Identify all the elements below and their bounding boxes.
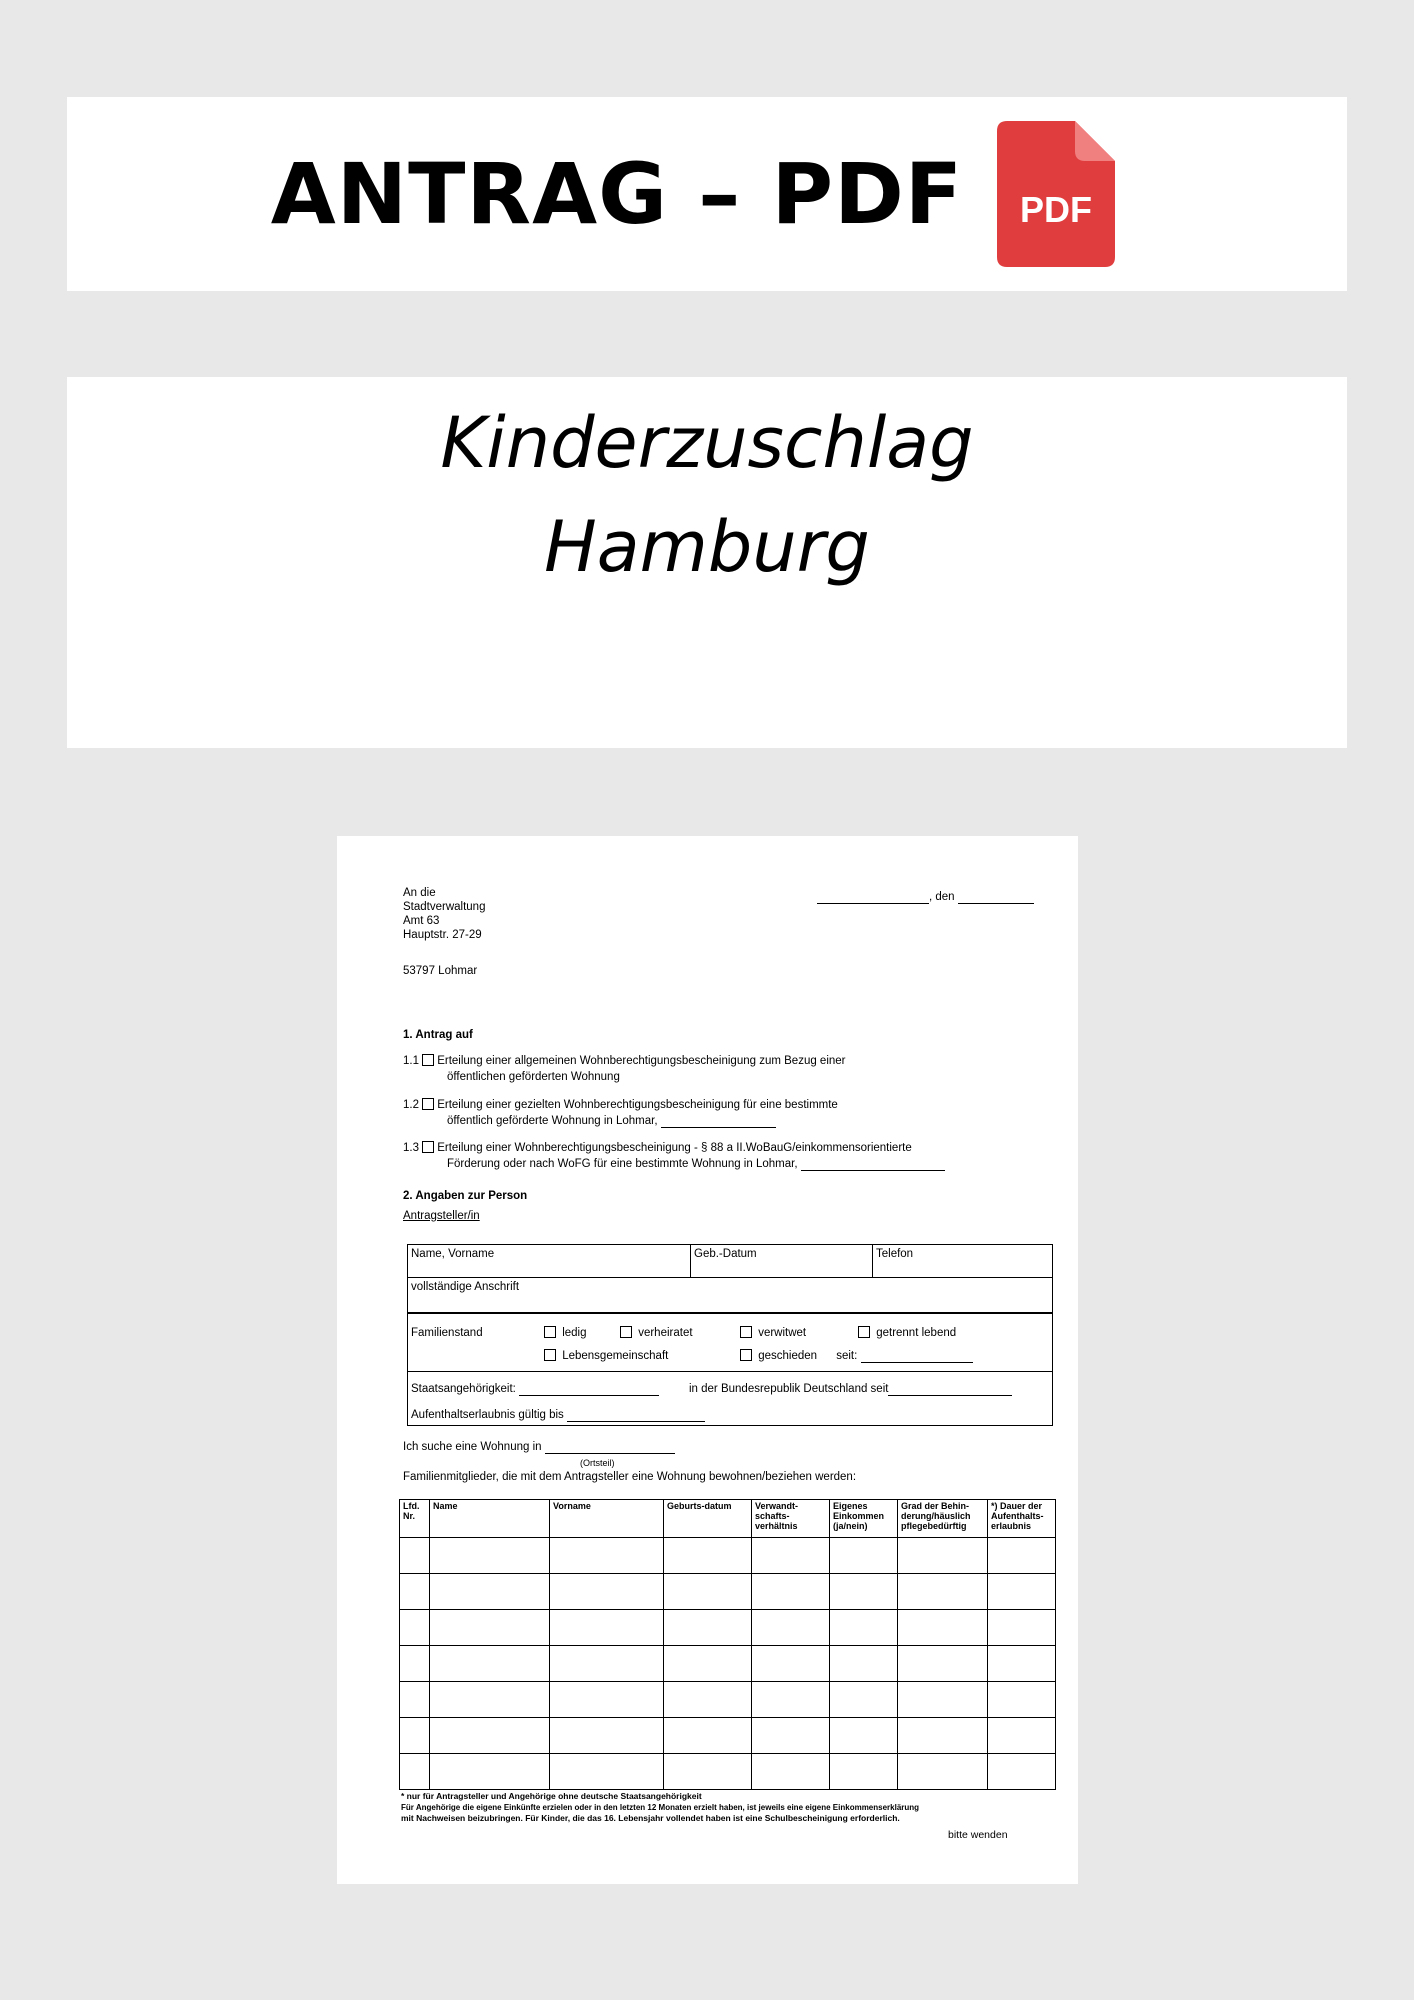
item-1-3 <box>403 1141 912 1155</box>
address-field[interactable]: vollständige Anschrift <box>411 1281 520 1293</box>
item-text: Förderung oder nach WoFG für eine bestimmte Wohnung in Lohmar, <box>447 1158 798 1170</box>
table-row[interactable] <box>400 1646 1056 1682</box>
divider <box>690 1244 691 1277</box>
item-text: öffentlich geförderte Wohnung in Lohmar, <box>447 1115 658 1127</box>
item-1-1 <box>403 1054 846 1068</box>
address-line: Hauptstr. 27-29 <box>403 929 482 941</box>
footnotes <box>401 1791 1061 1824</box>
address-line: An die <box>403 887 436 899</box>
checkbox[interactable] <box>544 1349 556 1361</box>
name-field[interactable]: Name, Vorname <box>411 1248 495 1260</box>
table-row[interactable] <box>400 1538 1056 1574</box>
column-header: Vorname <box>550 1500 664 1538</box>
postal-code: 53797 Lohmar <box>403 965 478 977</box>
subtitle-line-1: Kinderzuschlag <box>440 402 974 484</box>
address-line: Amt 63 <box>403 915 440 927</box>
option-ledig[interactable] <box>544 1326 587 1340</box>
option-label: geschieden <box>758 1350 818 1362</box>
date-line <box>817 890 1034 904</box>
table-row[interactable] <box>400 1610 1056 1646</box>
section-1-title: 1. Antrag auf <box>403 1029 473 1041</box>
item-number: 1.2 <box>403 1099 419 1111</box>
divider <box>407 1312 1053 1314</box>
footnote: Für Angehörige die eigene Einkünfte erzielen oder in den letzten 12 Monaten erzielt haben, ist jeweils eine eigene Einkommenserklärung <box>401 1803 920 1812</box>
pdf-file-icon <box>997 121 1115 267</box>
field-label: Aufenthaltserlaubnis gültig bis <box>411 1409 564 1421</box>
recipient-address <box>403 886 485 942</box>
subtitle-line-2: Hamburg <box>544 506 870 588</box>
item-text: Erteilung einer gezielten Wohnberechtigungsbescheinigung für eine bestimmte <box>437 1099 838 1111</box>
option-label: verwitwet <box>758 1327 807 1339</box>
table-row[interactable] <box>400 1754 1056 1790</box>
address-line: Stadtverwaltung <box>403 901 486 913</box>
option-label: ledig <box>562 1327 587 1339</box>
checkbox[interactable] <box>740 1349 752 1361</box>
ortsteil-label: (Ortsteil) <box>580 1458 615 1468</box>
field-label: in der Bundesrepublik Deutschland seit <box>689 1383 889 1395</box>
since-label: seit: <box>836 1350 858 1362</box>
option-verheiratet[interactable] <box>620 1326 693 1340</box>
divider <box>872 1244 873 1277</box>
column-header: Grad der Behin-derung/häuslich pflegebedürftig <box>898 1500 988 1538</box>
dob-field[interactable]: Geb.-Datum <box>694 1248 757 1260</box>
table-row[interactable] <box>400 1682 1056 1718</box>
item-1-1-line2: öffentlichen geförderten Wohnung <box>447 1071 620 1083</box>
pdf-icon-label: PDF <box>1020 189 1092 230</box>
footnote: * nur für Antragsteller und Angehörige ohne deutsche Staatsangehörigkeit <box>401 1791 702 1801</box>
option-label: getrennt lebend <box>876 1327 957 1339</box>
applicant-label: Antragsteller/in <box>403 1210 480 1222</box>
item-text: Erteilung einer allgemeinen Wohnberechtigungsbescheinigung zum Bezug einer <box>437 1055 846 1067</box>
section-2-title: 2. Angaben zur Person <box>403 1190 528 1202</box>
option-verwitwet[interactable] <box>740 1326 806 1340</box>
checkbox[interactable] <box>620 1326 632 1338</box>
item-number: 1.3 <box>403 1142 419 1154</box>
table-row[interactable] <box>400 1718 1056 1754</box>
checkbox[interactable] <box>544 1326 556 1338</box>
turn-page-note: bitte wenden <box>948 1829 1008 1841</box>
field-label: Ich suche eine Wohnung in <box>403 1441 542 1453</box>
item-number: 1.1 <box>403 1055 419 1067</box>
divider <box>407 1277 1053 1278</box>
item-text: Erteilung einer Wohnberechtigungsbescheinigung - § 88 a II.WoBauG/einkommensorientierte <box>437 1142 912 1154</box>
search-location[interactable] <box>403 1440 675 1454</box>
citizenship-field[interactable] <box>411 1382 659 1396</box>
column-header: Geburts-datum <box>664 1500 752 1538</box>
form-preview <box>337 836 1078 1884</box>
divider <box>407 1371 1053 1372</box>
column-header: Eigenes Einkommen (ja/nein) <box>830 1500 898 1538</box>
subtitle <box>67 391 1347 599</box>
item-1-3-line2 <box>447 1157 945 1171</box>
marital-status-label: Familienstand <box>411 1327 483 1339</box>
option-label: verheiratet <box>638 1327 693 1339</box>
table-header-row <box>400 1500 1056 1538</box>
checkbox[interactable] <box>422 1098 434 1110</box>
option-lebensgemeinschaft[interactable] <box>544 1349 668 1363</box>
item-1-2-line2 <box>447 1114 776 1128</box>
page-title: ANTRAG – PDF <box>270 145 964 243</box>
item-1-2 <box>403 1098 838 1112</box>
checkbox[interactable] <box>740 1326 752 1338</box>
checkbox[interactable] <box>422 1054 434 1066</box>
option-getrennt[interactable] <box>858 1326 956 1340</box>
option-label: Lebensgemeinschaft <box>562 1350 669 1362</box>
column-header: Lfd. Nr. <box>400 1500 430 1538</box>
title-banner <box>67 97 1347 291</box>
checkbox[interactable] <box>858 1326 870 1338</box>
column-header: Name <box>430 1500 550 1538</box>
phone-field[interactable]: Telefon <box>876 1248 914 1260</box>
checkbox[interactable] <box>422 1141 434 1153</box>
table-row[interactable] <box>400 1574 1056 1610</box>
field-label: Staatsangehörigkeit: <box>411 1383 516 1395</box>
family-label: Familienmitglieder, die mit dem Antragsteller eine Wohnung bewohnen/beziehen werden: <box>403 1471 857 1483</box>
residence-field[interactable] <box>411 1408 705 1422</box>
family-members-table <box>399 1499 1056 1790</box>
option-geschieden[interactable] <box>740 1349 973 1363</box>
brd-since-field[interactable] <box>689 1382 1012 1396</box>
subtitle-box <box>67 377 1347 748</box>
date-separator: , den <box>929 891 955 903</box>
column-header: *) Dauer der Aufenthalts-erlaubnis <box>988 1500 1056 1538</box>
footnote: mit Nachweisen beizubringen. Für Kinder, die das 16. Lebensjahr vollendet haben ist eine Schulbescheinigung erforderlich. <box>401 1813 900 1823</box>
column-header: Verwandt-schafts-verhältnis <box>752 1500 830 1538</box>
